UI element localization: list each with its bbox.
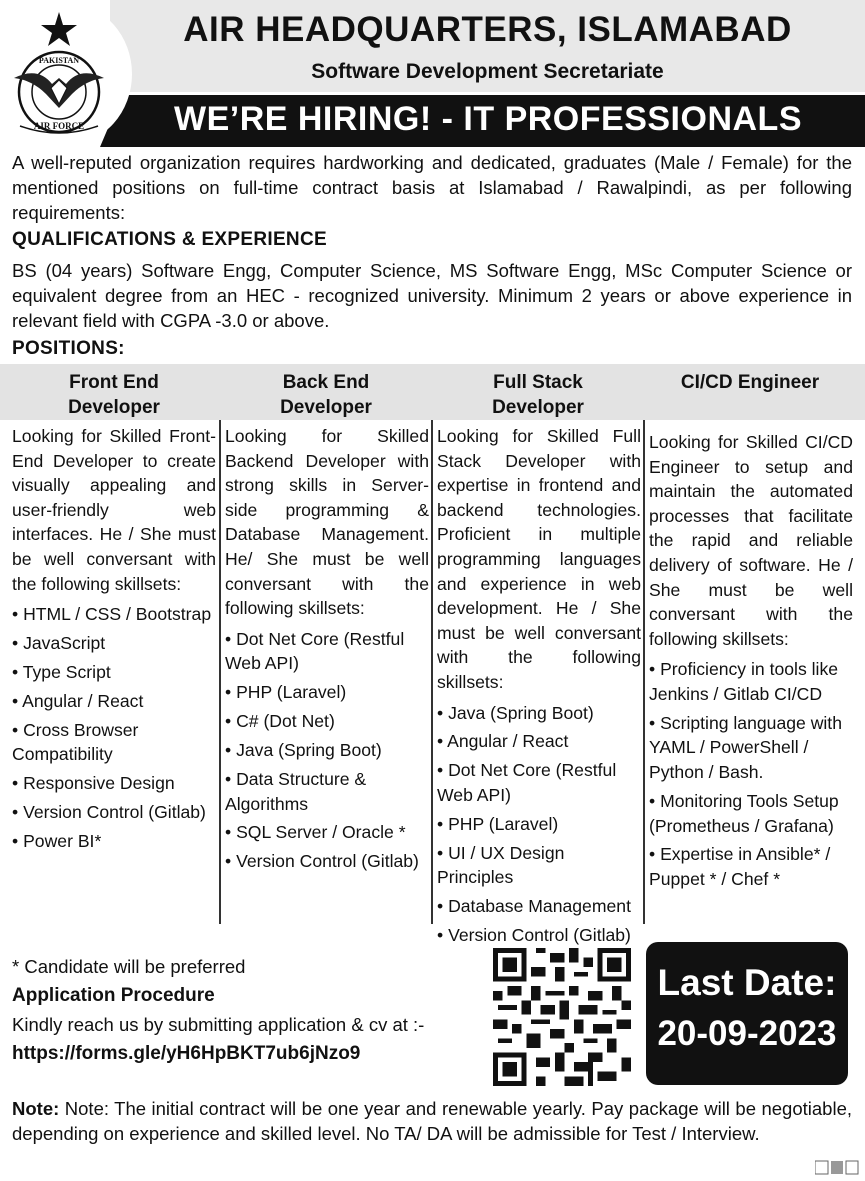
column-divider: [219, 420, 221, 924]
skill-item: • PHP (Laravel): [225, 680, 429, 705]
emblem-top-text: PAKISTAN: [38, 56, 80, 65]
skill-item: • Expertise in Ansible* / Puppet * / Chef *: [649, 842, 853, 891]
hiring-banner-text: WE’RE HIRING! - IT PROFESSIONALS: [173, 100, 803, 138]
qualifications-text: BS (04 years) Software Engg, Computer Science, MS Software Engg, MSc Computer Science or equivalent degree from an HEC - recognized university. Minimum 2 years or above experience in relevant field with CGPA -3.0 or above.: [12, 260, 852, 331]
note-label: Note:: [12, 1098, 60, 1119]
skill-item: • Angular / React: [437, 729, 641, 754]
column-back-end: [225, 424, 429, 878]
column-title-line: Developer: [68, 397, 160, 418]
note-text: Note: The initial contract will be one year and renewable yearly. Pay package will be negotiable, depending on experience and skilled level. No TA/ DA will be admissible for Test / Interview.: [12, 1098, 852, 1144]
last-date-value: 20-09-2023: [657, 1014, 837, 1053]
emblem-bottom-text: AIR FORCE: [33, 121, 85, 131]
application-heading: Application Procedure: [12, 985, 215, 1006]
column-title-cicd: [644, 370, 856, 395]
final-note: [12, 1096, 852, 1146]
qr-code-icon[interactable]: [493, 947, 631, 1087]
skills-list: [437, 701, 641, 948]
column-front-end: [12, 424, 216, 858]
skill-item: • Proficiency in tools like Jenkins / Gitlab CI/CD: [649, 657, 853, 706]
column-full-stack: [437, 424, 641, 952]
skill-item: • JavaScript: [12, 631, 216, 656]
skill-item: • Java (Spring Boot): [437, 701, 641, 726]
position-description: Looking for Skilled Front-End Developer to create visually appealing and user-friendly web interfaces. He / She must be well conversant with the following skillsets:: [12, 426, 216, 594]
skill-item: • Cross Browser Compatibility: [12, 718, 216, 767]
ad-header: [0, 0, 865, 150]
skill-item: • Dot Net Core (Restful Web API): [225, 627, 429, 676]
column-title-full-stack: [432, 370, 644, 420]
skill-item: • SQL Server / Oracle *: [225, 820, 429, 845]
preferred-note: * Candidate will be preferred: [12, 956, 246, 977]
publisher-mark-icon: [815, 1160, 859, 1176]
skill-item: • Responsive Design: [12, 771, 216, 796]
skill-item: • C# (Dot Net): [225, 709, 429, 734]
positions-table: [0, 364, 865, 946]
skill-item: • Data Structure & Algorithms: [225, 767, 429, 816]
skill-item: • Version Control (Gitlab): [225, 849, 429, 874]
application-link[interactable]: https://forms.gle/yH6HpBKT7ub6jNzo9: [12, 1043, 361, 1064]
skill-item: • Version Control (Gitlab): [12, 800, 216, 825]
skills-list: [225, 627, 429, 874]
last-date-badge: [646, 942, 848, 1085]
column-title-line: Front End: [69, 372, 159, 393]
position-description: Looking for Skilled CI/CD Engineer to setup and maintain the automated processes that facilitate the rapid and reliable delivery of software. He / She must be well conversant with the following skillsets:: [649, 432, 853, 649]
column-title-line: Developer: [280, 397, 372, 418]
skill-item: • Angular / React: [12, 689, 216, 714]
skill-item: • Version Control (Gitlab): [437, 923, 641, 948]
skills-list: [649, 657, 853, 891]
column-cicd: [649, 430, 853, 896]
column-divider: [643, 420, 645, 924]
column-title-line: Back End: [282, 372, 370, 393]
position-description: Looking for Skilled Full Stack Developer with expertise in frontend and backend technologies. Proficient in multiple programming languages and experience in web development. He / She must be well conversant with the following skillsets:: [437, 426, 641, 692]
intro-paragraph: A well-reputed organization requires hardworking and dedicated, graduates (Male / Female) for the mentioned positions on full-time contract basis at Islamabad / Rawalpindi, as per following requirements:: [12, 152, 852, 223]
skill-item: • Scripting language with YAML / PowerShell / Python / Bash.: [649, 711, 853, 785]
positions-heading: POSITIONS:: [12, 338, 125, 359]
skill-item: • UI / UX Design Principles: [437, 841, 641, 890]
position-description: Looking for Skilled Backend Developer with strong skills in Server-side programming & Database Management. He/ She must be well conversant with the following skillsets:: [225, 426, 429, 619]
skill-item: • Dot Net Core (Restful Web API): [437, 758, 641, 807]
skill-item: • HTML / CSS / Bootstrap: [12, 602, 216, 627]
skill-item: • PHP (Laravel): [437, 812, 641, 837]
application-text: Kindly reach us by submitting application & cv at :-: [12, 1014, 425, 1035]
column-title-line: CI/CD Engineer: [680, 372, 820, 393]
qualifications-heading: QUALIFICATIONS & EXPERIENCE: [12, 229, 327, 250]
page-subtitle: Software Development Secretariate: [311, 60, 664, 83]
skill-item: • Monitoring Tools Setup (Prometheus / Grafana): [649, 789, 853, 838]
column-title-line: Full Stack: [493, 372, 583, 393]
skill-item: • Type Script: [12, 660, 216, 685]
last-date-label: Last Date:: [657, 962, 837, 1003]
pakistan-air-force-emblem-icon: [8, 8, 110, 136]
column-divider: [431, 420, 433, 924]
skill-item: • Java (Spring Boot): [225, 738, 429, 763]
skill-item: • Database Management: [437, 894, 641, 919]
skills-list: [12, 602, 216, 853]
page-title: AIR HEADQUARTERS, ISLAMABAD: [183, 10, 792, 49]
skill-item: • Power BI*: [12, 829, 216, 854]
column-title-back-end: [220, 370, 432, 420]
column-title-front-end: [8, 370, 220, 420]
column-title-line: Developer: [492, 397, 584, 418]
